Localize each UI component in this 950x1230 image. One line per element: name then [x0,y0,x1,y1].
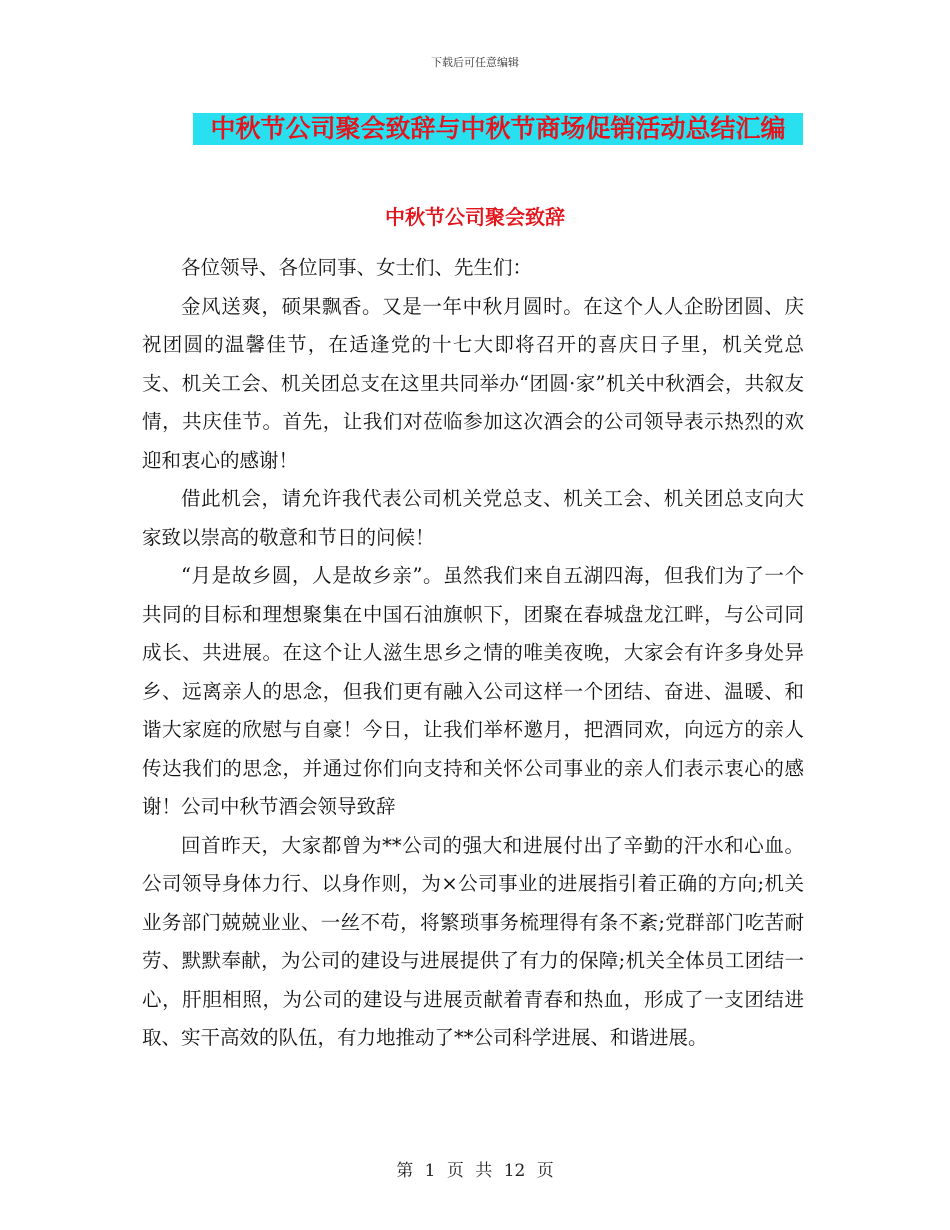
salutation-paragraph: 各位领导、各位同事、女士们、先生们： [181,256,533,279]
document-title: 中秋节公司聚会致辞与中秋节商场促销活动总结汇编 [193,113,803,145]
section-title: 中秋节公司聚会致辞 [385,205,565,229]
body-paragraph: “月是故乡圆，人是故乡亲”。虽然我们来自五湖四海，但我们为了一个共同的目标和理想聚集在中国石油旗帜下，团聚在春城盘龙江畔，与公司同成长、共进展。在这个让人滋生思乡之情的唯美夜晚，大家会有许多身处异乡、远离亲人的思念，但我们更有融入公司这样一个团结、奋进、温暖、和谐大家庭的欣慰与自豪！今日，让我们举杯邀月，把酒同欢，向远方的亲人传达我们的思念，并通过你们向支持和关怀公司事业的亲人们表示衷心的感谢！公司中秋节酒会领导致辞 [142,564,804,818]
document-body [142,249,804,1058]
body-paragraph: 借此机会，请允许我代表公司机关党总支、机关工会、机关团总支向大家致以崇高的敬意和节日的问候！ [142,487,804,549]
body-paragraph: 金风送爽，硕果飘香。又是一年中秋月圆时。在这个人人企盼团圆、庆祝团圆的温馨佳节，在适逢党的十七大即将召开的喜庆日子里，机关党总支、机关工会、机关团总支在这里共同举办“团圆·家”机关中秋酒会，共叙友情，共庆佳节。首先，让我们对莅临参加这次酒会的公司领导表示热烈的欢迎和衷心的感谢！ [142,294,804,472]
page-footer: 第 1 页 共 12 页 [396,1161,554,1181]
body-paragraph: 回首昨天，大家都曾为**公司的强大和进展付出了辛勤的汗水和心血。公司领导身体力行、以身作则，为×公司事业的进展指引着正确的方向;机关业务部门兢兢业业、一丝不苟，将繁琐事务梳理得有条不紊;党群部门吃苦耐劳、默默奉献，为公司的建设与进展提供了有力的保障;机关全体员工团结一心，肝胆相照，为公司的建设与进展贡献着青春和热血，形成了一支团结进取、实干高效的队伍，有力地推动了**公司科学进展、和谐进展。 [142,833,804,1049]
page-header-note: 下载后可任意编辑 [431,56,519,69]
